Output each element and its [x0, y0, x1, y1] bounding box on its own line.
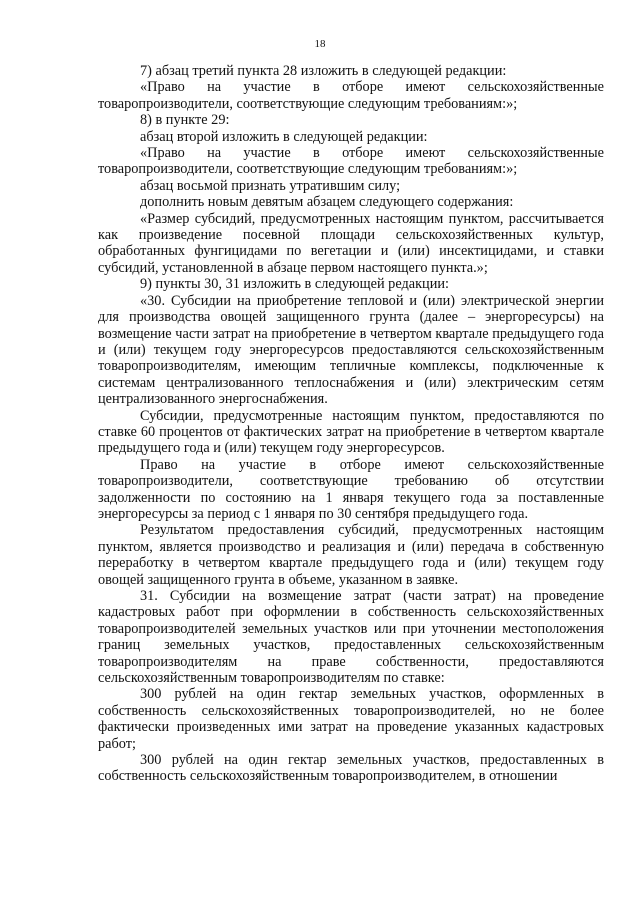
paragraph: 300 рублей на один гектар земельных участков, предоставленных в собственность сельскохозяйственным товаропроизводителем, в отношении [98, 752, 604, 785]
document-body [98, 63, 604, 785]
paragraph: 31. Субсидии на возмещение затрат (части затрат) на проведение кадастровых работ при оформлении в собственность сельскохозяйственных товаропроизводителей земельных участков или при уточнении местоположения границ земельных участков, предоставленных сельскохозяйственным товаропроизводителям на праве собственности, предоставляются сельскохозяйственным товаропроизводителям по ставке: [98, 588, 604, 687]
paragraph: Субсидии, предусмотренные настоящим пунктом, предоставляются по ставке 60 процентов от фактических затрат на приобретение в четвертом квартале предыдущего года и (или) текущем году энергоресурсов. [98, 407, 604, 457]
paragraph: Право на участие в отборе имеют сельскохозяйственные товаропроизводители, соответствующие требованию об отсутствии задолженности по состоянию на 1 января текущего года за поставленные энергоресурсы за период с 1 января по 30 сентября предыдущего года. [98, 456, 604, 522]
paragraph: «30. Субсидии на приобретение тепловой и (или) электрической энергии для производства овощей защищенного грунта (далее – энергоресурсы) на возмещение части затрат на приобретение в четвертом квартале предыдущего года и (или) текущем году энергоресурсов предоставляются сельскохозяйственным товаропроизводителям, имеющим тепличные комплексы, подключенные к системам централизованного теплоснабжения и (или) электрическим сетям централизованного энергоснабжения. [98, 292, 604, 408]
page-number: 18 [314, 38, 326, 50]
paragraph: «Право на участие в отборе имеют сельскохозяйственные товаропроизводители, соответствующие следующим требованиям:»; [98, 145, 604, 178]
paragraph: 9) пункты 30, 31 изложить в следующей редакции: [140, 276, 449, 293]
paragraph: 300 рублей на один гектар земельных участков, оформленных в собственность сельскохозяйственных товаропроизводителей, но не более фактически произведенных ими затрат на проведение указанных кадастровых работ; [98, 686, 604, 752]
paragraph: 8) в пункте 29: [140, 112, 230, 129]
paragraph: Результатом предоставления субсидий, предусмотренных настоящим пунктом, является производство и реализация и (или) передача в собственную переработку в четвертом квартале предыдущего года и (или) текущем году овощей защищенного грунта в объеме, указанном в заявке. [98, 522, 604, 588]
paragraph: 7) абзац третий пункта 28 изложить в следующей редакции: [140, 63, 507, 79]
paragraph: дополнить новым девятым абзацем следующего содержания: [140, 194, 514, 211]
paragraph: «Размер субсидий, предусмотренных настоящим пунктом, рассчитывается как произведение посевной площади сельскохозяйственных культур, обработанных фунгицидами по вегетации и (или) инсектицидами, и ставки субсидий, установленной в абзаце первом настоящего пункта.»; [98, 210, 604, 276]
paragraph: абзац второй изложить в следующей редакции: [140, 128, 428, 145]
paragraph: «Право на участие в отборе имеют сельскохозяйственные товаропроизводители, соответствующие следующим требованиям:»; [98, 79, 604, 112]
paragraph: абзац восьмой признать утратившим силу; [140, 177, 401, 194]
